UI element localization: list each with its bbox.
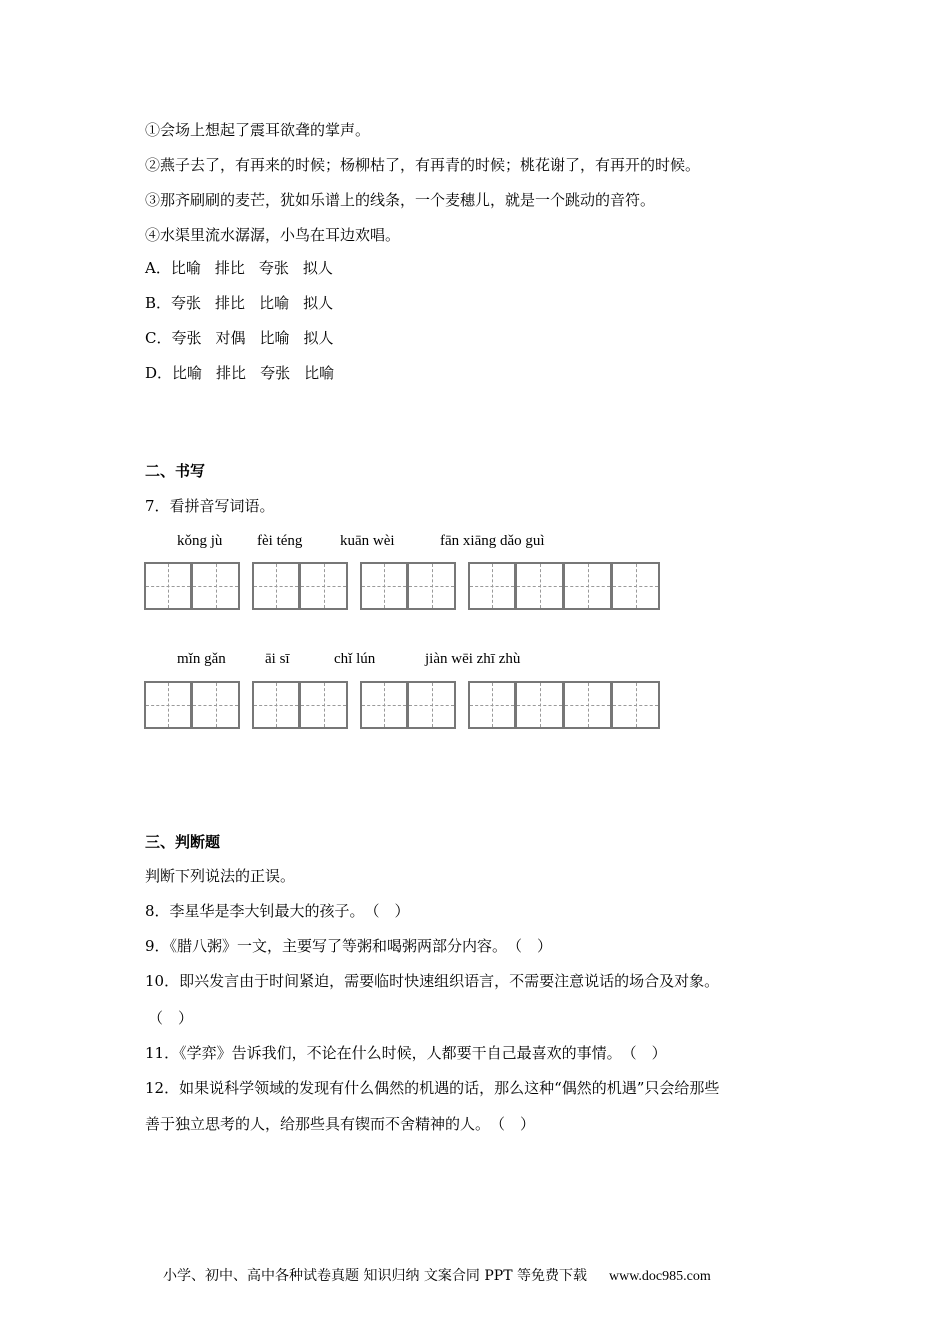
sentence-2: ②燕子去了，有再来的时候；杨柳枯了，有再青的时候；桃花谢了，有再开的时候。 <box>145 156 701 174</box>
option-word: 比喻 <box>172 364 203 382</box>
option-word: 拟人 <box>302 259 333 277</box>
pinyin-label: fèi téng <box>257 533 303 549</box>
option-word: 比喻 <box>259 329 290 347</box>
judgment-intro: 判断下列说法的正误。 <box>145 867 296 885</box>
option-c <box>145 328 348 348</box>
pinyin-label: jiàn wēi zhī zhù <box>425 651 521 667</box>
pinyin-label: chǐ lún <box>334 651 376 667</box>
option-word: 对偶 <box>215 329 246 347</box>
writing-box-5[interactable] <box>144 681 240 729</box>
section-heading-writing: 二、书写 <box>145 462 206 480</box>
option-word: 夸张 <box>171 329 202 347</box>
sentence-4: ④水渠里流水潺潺，小鸟在耳边欢唱。 <box>145 226 401 244</box>
writing-box-8[interactable] <box>468 681 660 729</box>
option-letter: B． <box>145 294 172 312</box>
option-a <box>145 258 347 278</box>
option-word: 比喻 <box>259 294 290 312</box>
option-word: 比喻 <box>170 259 201 277</box>
sentence-3: ③那齐刷刷的麦芒，犹如乐谱上的线条，一个麦穗儿，就是一个跳动的音符。 <box>145 191 656 209</box>
writing-box-7[interactable] <box>360 681 456 729</box>
question-11: 11．《学弈》告诉我们，不论在什么时候，人都要干自己最喜欢的事情。 （ ） <box>145 1044 667 1062</box>
option-letter: D． <box>145 364 173 382</box>
writing-box-2[interactable] <box>252 562 348 610</box>
option-word: 夸张 <box>260 364 291 382</box>
option-word: 排比 <box>214 259 245 277</box>
option-word: 拟人 <box>303 294 334 312</box>
question-10: 10．即兴发言由于时间紧迫，需要临时快速组织语言，不需要注意说话的场合及对象。 <box>145 972 720 990</box>
option-word: 排比 <box>215 294 246 312</box>
question-12: 12．如果说科学领域的发现有什么偶然的机遇的话，那么这种“偶然的机遇”只会给那些 <box>145 1079 720 1097</box>
option-word: 夸张 <box>258 259 289 277</box>
question-9: 9．《腊八粥》一文，主要写了等粥和喝粥两部分内容。 （ ） <box>145 937 553 955</box>
pinyin-label: kuān wèi <box>340 533 395 549</box>
question-10-bracket: （ ） <box>148 1009 194 1027</box>
writing-box-3[interactable] <box>360 562 456 610</box>
option-word: 拟人 <box>303 329 334 347</box>
question-12-continued: 善于独立思考的人，给那些具有锲而不舍精神的人。 （ ） <box>145 1115 536 1133</box>
option-d <box>145 363 348 383</box>
question-7: 7．看拼音写词语。 <box>145 497 275 515</box>
option-word: 夸张 <box>171 294 202 312</box>
sentence-1: ①会场上想起了震耳欲聋的掌声。 <box>145 121 371 139</box>
writing-box-1[interactable] <box>144 562 240 610</box>
footer-site-link[interactable]: www.doc985.com <box>608 1269 711 1284</box>
pinyin-label: kǒng jù <box>177 533 223 549</box>
option-letter: A． <box>145 259 171 277</box>
pinyin-label: fān xiāng dǎo guì <box>440 533 545 549</box>
pinyin-label: āi sī <box>265 651 290 667</box>
writing-box-6[interactable] <box>252 681 348 729</box>
pinyin-label: mǐn gǎn <box>177 651 226 667</box>
option-word: 比喻 <box>304 364 335 382</box>
section-heading-judgment: 三、判断题 <box>145 833 221 851</box>
option-word: 排比 <box>216 364 247 382</box>
option-letter: C． <box>145 329 172 347</box>
footer <box>163 1267 711 1286</box>
option-b <box>145 293 347 313</box>
writing-box-4[interactable] <box>468 562 660 610</box>
question-8: 8．李星华是李大钊最大的孩子。 （ ） <box>145 902 410 920</box>
footer-text: 小学、初中、高中各种试卷真题 知识归纳 文案合同 PPT 等免费下载 <box>163 1268 587 1284</box>
